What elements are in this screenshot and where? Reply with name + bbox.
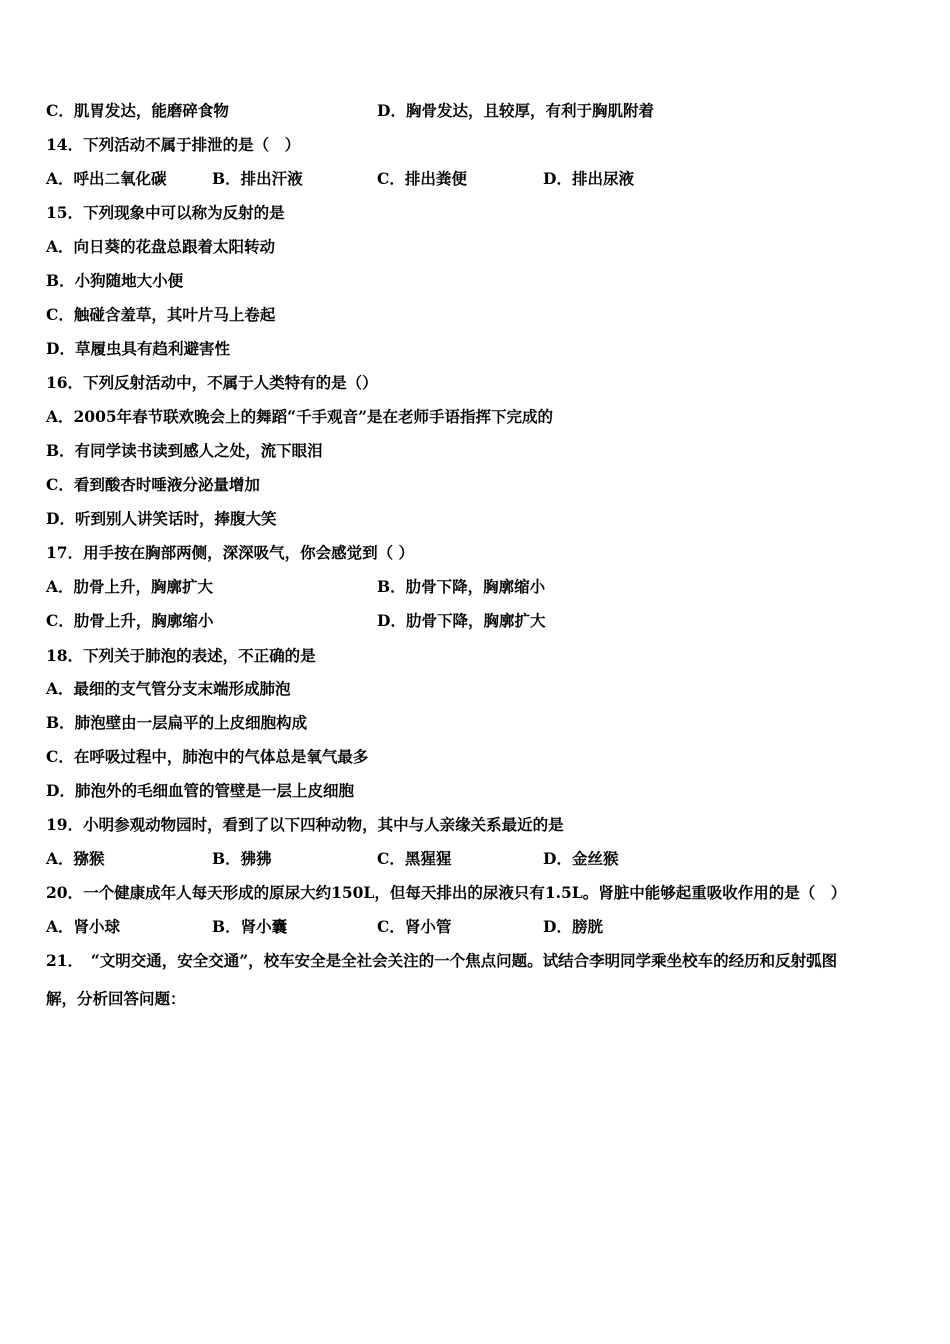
q17-option-d: D．肋骨下降，胸廓扩大 [377, 611, 546, 630]
q20-option-b: B．肾小囊 [212, 917, 288, 936]
q15-option-b: B．小狗随地大小便 [46, 271, 184, 290]
q14-option-d: D．排出尿液 [543, 169, 634, 188]
q17-stem: 17．用手按在胸部两侧，深深吸气，你会感觉到（ ） [46, 543, 414, 562]
q14-option-a: A．呼出二氧化碳 [46, 169, 167, 188]
q15-option-c: C．触碰含羞草，其叶片马上卷起 [46, 305, 276, 324]
q19-stem: 19．小明参观动物园时，看到了以下四种动物，其中与人亲缘关系最近的是 [46, 815, 564, 834]
q18-option-b: B．肺泡壁由一层扁平的上皮细胞构成 [46, 713, 308, 732]
q16-option-d: D．听到别人讲笑话时，捧腹大笑 [46, 509, 277, 528]
q14-option-b: B．排出汗液 [212, 169, 303, 188]
q14-stem: 14．下列活动不属于排泄的是（ ） [46, 135, 301, 154]
q19-option-b: B．狒狒 [212, 849, 272, 868]
q20-stem: 20．一个健康成年人每天形成的原尿大约150L，但每天排出的尿液只有1.5L。肾脏中能够起重吸收作用的是（ ） [46, 883, 847, 902]
q13-option-d: D．胸骨发达，且较厚，有利于胸肌附着 [377, 101, 654, 120]
q21-stem-line-2: 解，分析回答问题： [46, 989, 186, 1008]
q16-stem: 16．下列反射活动中，不属于人类特有的是（） [46, 373, 378, 392]
q14-option-c: C．排出粪便 [377, 169, 467, 188]
q16-option-a: A．2005年春节联欢晚会上的舞蹈“千手观音”是在老师手语指挥下完成的 [46, 407, 553, 426]
q18-stem: 18．下列关于肺泡的表述，不正确的是 [46, 646, 316, 665]
q19-option-c: C．黑猩猩 [377, 849, 452, 868]
q18-option-d: D．肺泡外的毛细血管的管壁是一层上皮细胞 [46, 781, 354, 800]
q17-option-b: B．肋骨下降，胸廓缩小 [377, 577, 546, 596]
q16-option-c: C．看到酸杏时唾液分泌量增加 [46, 475, 260, 494]
q15-option-d: D．草履虫具有趋利避害性 [46, 339, 230, 358]
q17-option-a: A．肋骨上升，胸廓扩大 [46, 577, 214, 596]
q19-option-d: D．金丝猴 [543, 849, 619, 868]
q20-option-c: C．肾小管 [377, 917, 452, 936]
q19-option-a: A．猕猴 [46, 849, 105, 868]
q16-option-b: B．有同学读书读到感人之处，流下眼泪 [46, 441, 323, 460]
q15-stem: 15．下列现象中可以称为反射的是 [46, 203, 285, 222]
q20-option-a: A．肾小球 [46, 917, 121, 936]
q21-stem-line-1: 21． “文明交通，安全交通”，校车安全是全社会关注的一个焦点问题。试结合李明同学乘坐校车的经历和反射弧图 [46, 951, 838, 970]
q13-option-c: C．肌胃发达，能磨碎食物 [46, 101, 229, 120]
q17-option-c: C．肋骨上升，胸廓缩小 [46, 611, 214, 630]
q18-option-c: C．在呼吸过程中，肺泡中的气体总是氧气最多 [46, 747, 369, 766]
q15-option-a: A．向日葵的花盘总跟着太阳转动 [46, 237, 276, 256]
q18-option-a: A．最细的支气管分支末端形成肺泡 [46, 679, 291, 698]
q20-option-d: D．膀胱 [543, 917, 603, 936]
